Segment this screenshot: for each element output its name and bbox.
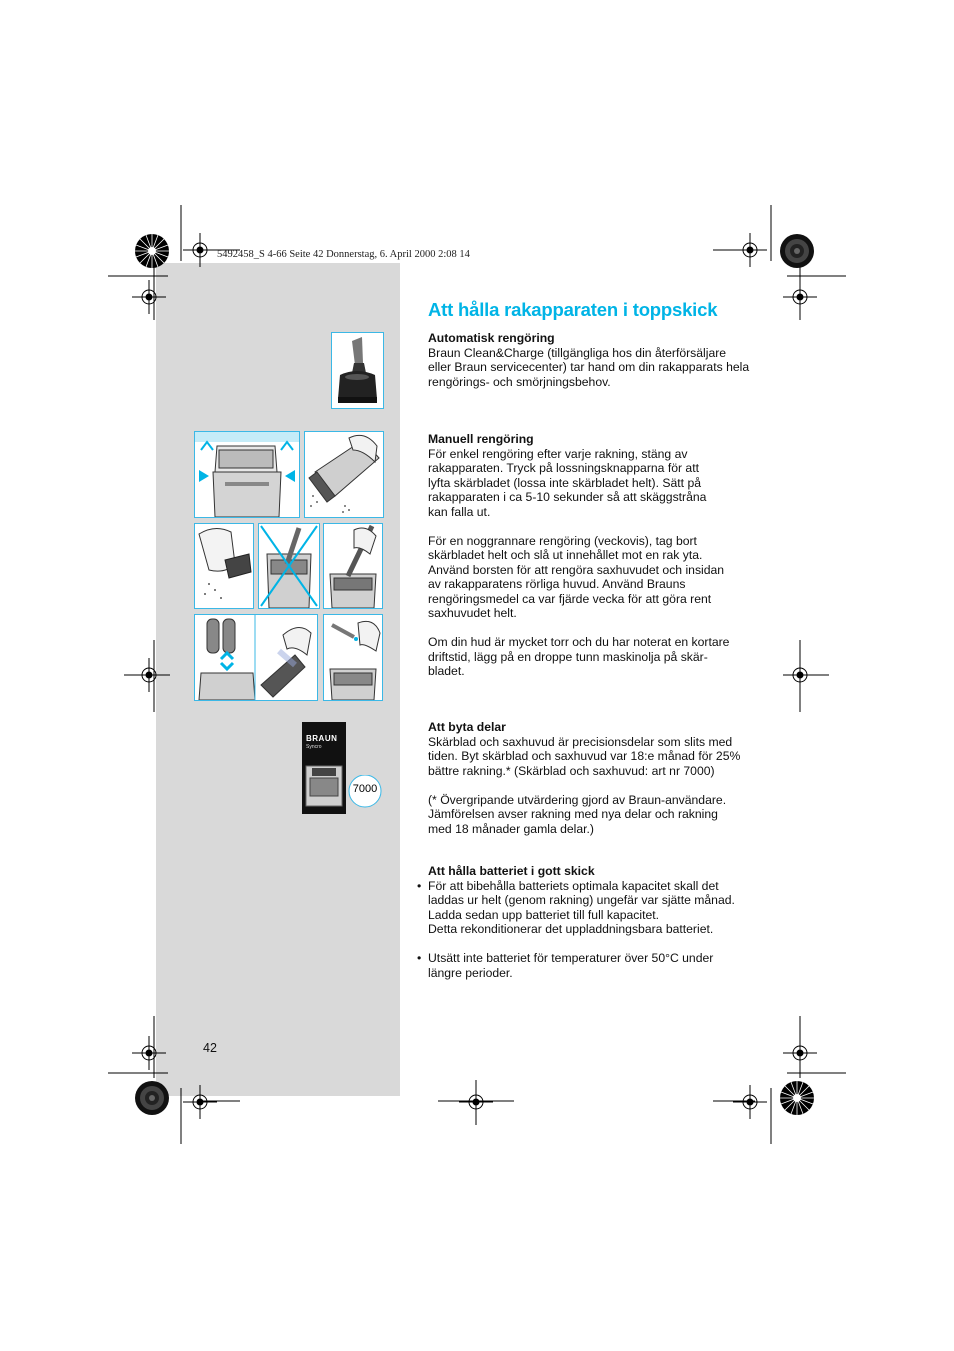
text-line: eller Braun servicecenter) tar hand om din rakapparats hela — [428, 360, 750, 374]
text-line: längre perioder. — [428, 965, 513, 980]
text-line: Jämförelsen avser rakning med nya delar och rakning — [428, 807, 718, 821]
remove-foil-illustration — [194, 523, 254, 609]
cutter-foil-product-icon — [304, 762, 344, 812]
text-line: Braun Clean&Charge (tillgängliga hos din återförsäljare — [428, 345, 727, 360]
text-line: kan falla ut. — [428, 504, 491, 519]
section-heading: Automatisk rengöring — [428, 331, 555, 345]
text-line: laddas ur helt (genom rakning) ungefär var sjätte månad. — [428, 893, 735, 907]
shaver-tapping-illustration — [304, 431, 384, 518]
text-line: • Utsätt inte batteriet för temperaturer över 50°C under — [428, 951, 714, 965]
text-line: För enkel rengöring efter varje rakning, stäng av — [428, 446, 688, 461]
text-line: rakapparaten. Tryck på lossningsknapparna för att — [428, 461, 699, 475]
radial-registration-icon — [779, 233, 815, 269]
bullet-item — [428, 951, 758, 980]
text-line: med 18 månader gamla delar.) — [428, 821, 594, 836]
section-automatic-cleaning — [428, 331, 758, 389]
part-number-label: 7000 — [352, 783, 378, 795]
page-number: 42 — [203, 1041, 217, 1055]
text-line: skärbladet helt och slå ut innehållet mot en rak yta. — [428, 548, 703, 562]
radial-registration-icon — [134, 233, 170, 269]
replace-cutter-illustration — [194, 614, 318, 701]
text-line: (* Övergripande utvärdering gjord av Braun-användare. — [428, 792, 727, 807]
text-line: rengörings- och smörjningsbehov. — [428, 374, 611, 389]
section-manual-cleaning — [428, 432, 758, 679]
text-line: bladet. — [428, 664, 465, 678]
text-line: Skärblad och saxhuvud är precisionsdelar som slits med — [428, 734, 733, 749]
package-subtitle: Syncro — [306, 744, 322, 750]
package-brand: BRAUN — [306, 734, 338, 743]
text-line: saxhuvudet helt. — [428, 606, 517, 620]
section-replacing-parts — [428, 720, 758, 836]
print-info-header: 5492458_S 4-66 Seite 42 Donnerstag, 6. April 2000 2:08 14 — [217, 249, 470, 260]
text-line: Om din hud är mycket torr och du har noterat en kortare — [428, 635, 730, 649]
text-line: rakapparaten i ca 5-10 sekunder så att skäggstråna — [428, 490, 707, 504]
text-line: För en noggrannare rengöring (veckovis), tag bort — [428, 533, 697, 548]
text-line: Ladda sedan upp batteriet till full kapacitet. — [428, 907, 660, 922]
text-line: Detta rekonditionerar det uppladdningsbara batteriet. — [428, 922, 714, 936]
text-line: Använd borsten för att rengöra saxhuvudet och insidan — [428, 562, 725, 577]
do-not-brush-foil-illustration — [258, 523, 320, 609]
foil-release-illustration — [194, 431, 300, 518]
text-line: • För att bibehålla batteriets optimala kapacitet skall det — [428, 878, 719, 893]
replacement-part-package — [302, 722, 346, 814]
text-line: bättre rakning.* (Skärblad och saxhuvud: art nr 7000) — [428, 763, 715, 778]
oil-foil-illustration — [323, 614, 383, 701]
radial-registration-icon — [779, 1080, 815, 1116]
section-heading: Att hålla batteriet i gott skick — [428, 864, 595, 878]
section-heading: Manuell rengöring — [428, 432, 534, 446]
part-number-callout — [345, 775, 385, 815]
text-line: driftstid, lägg på en droppe tunn maskinolja på skär- — [428, 649, 708, 664]
text-line: av rakapparatens rörliga huvud. Använd Brauns — [428, 577, 686, 591]
clean-charge-station-illustration — [331, 332, 384, 409]
text-line: lyfta skärbladet (lossa inte skärbladet helt). Sätt på — [428, 475, 702, 490]
text-line: tiden. Byt skärblad och saxhuvud var 18:e månad för 25% — [428, 749, 741, 763]
brush-cutter-illustration — [323, 523, 383, 609]
radial-registration-icon — [134, 1080, 170, 1116]
section-battery — [428, 864, 758, 980]
page-title: Att hålla rakapparaten i toppskick — [428, 299, 718, 320]
text-line: rengöringsmedel ca var fjärde vecka för att göra rent — [428, 591, 712, 606]
section-heading: Att byta delar — [428, 720, 506, 734]
bullet-item — [428, 879, 758, 937]
